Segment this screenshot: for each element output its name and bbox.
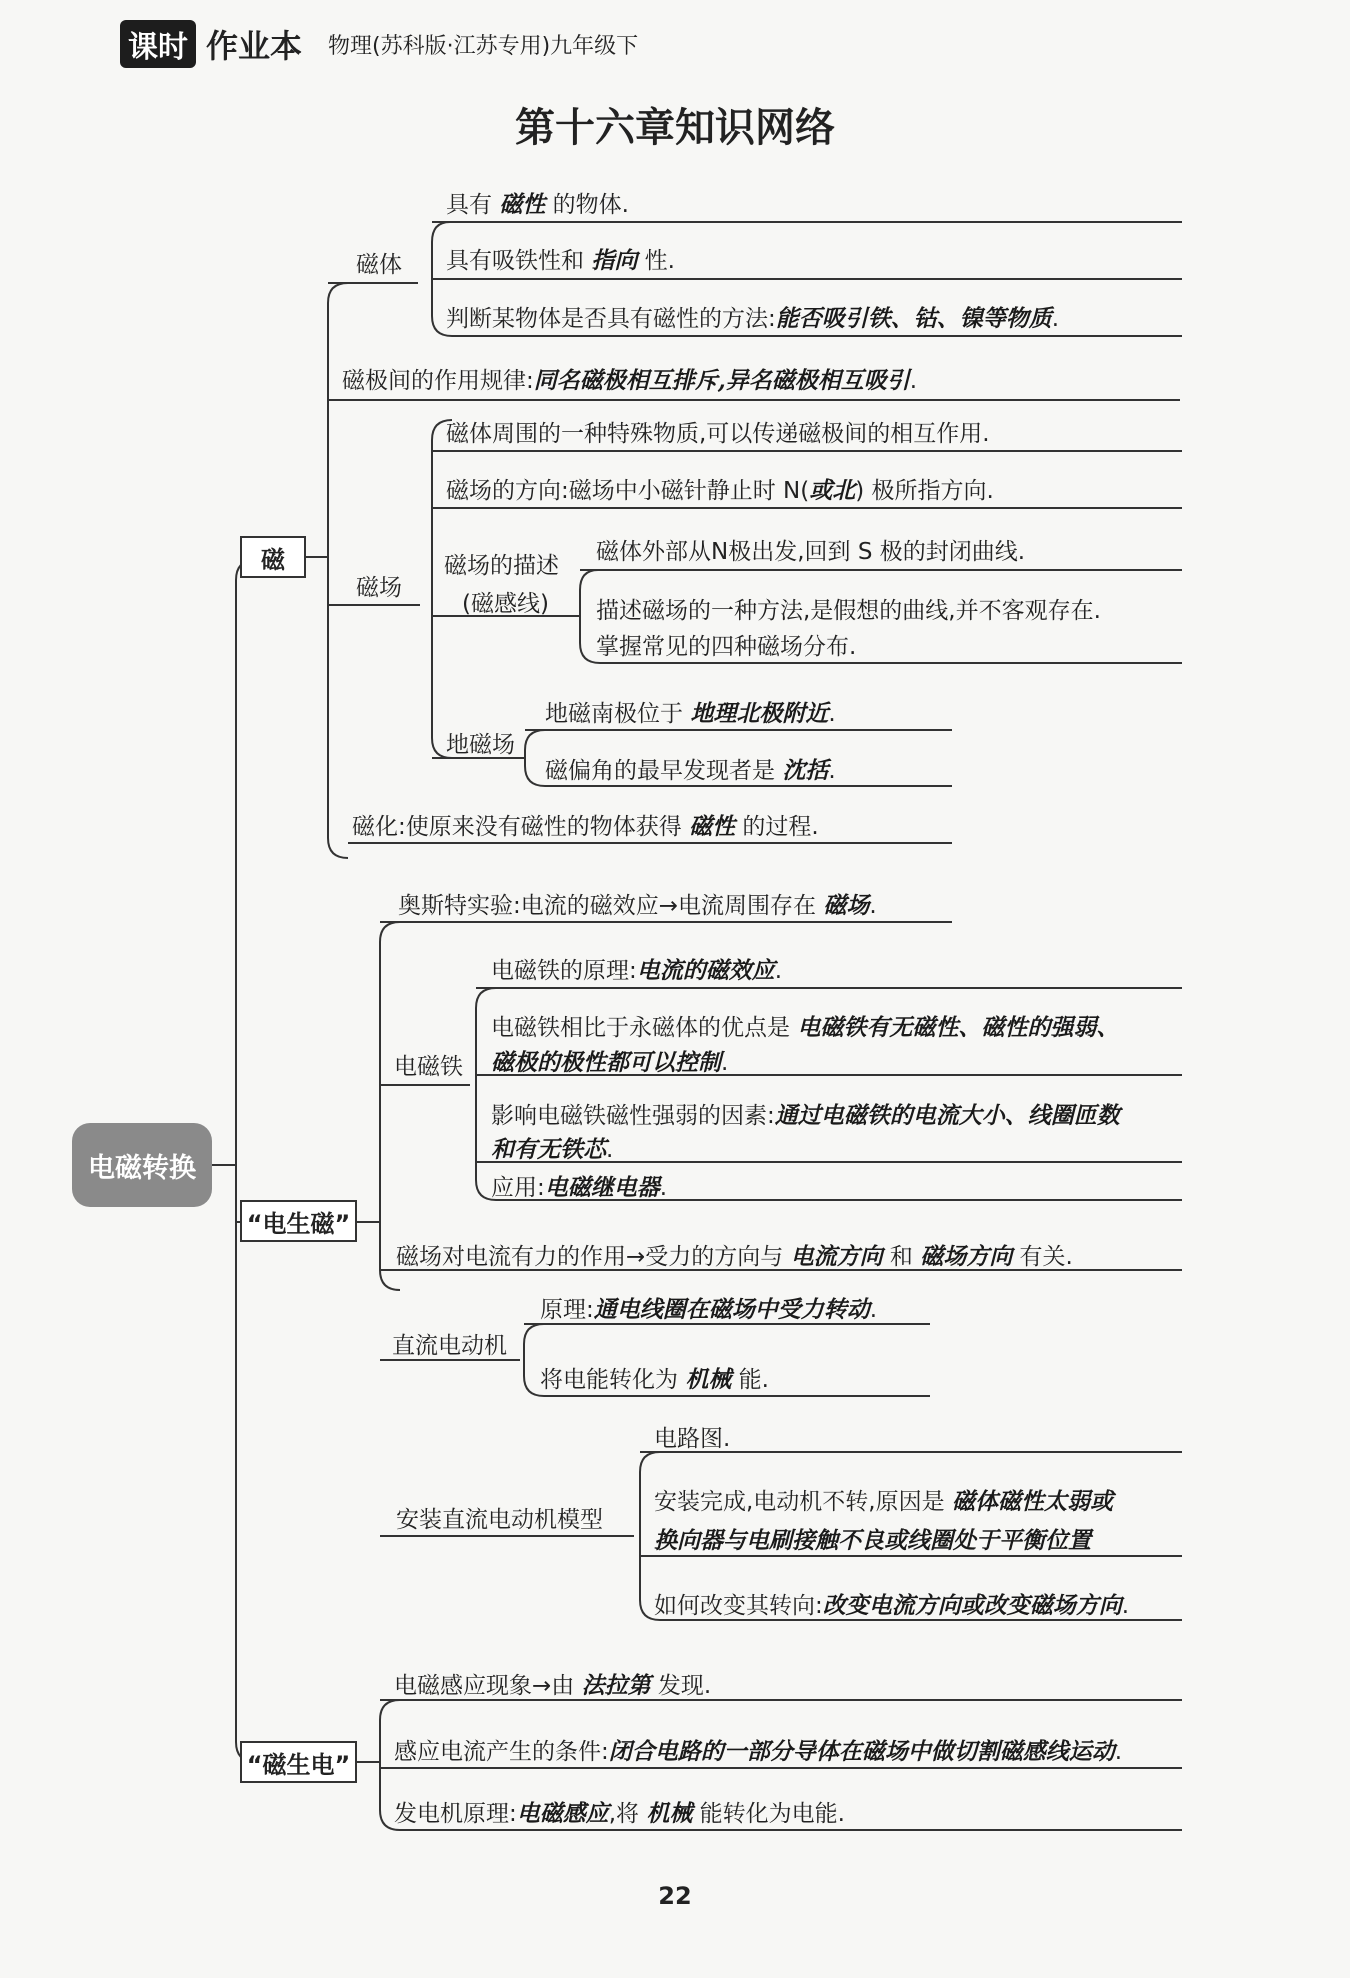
miaoshu-line-2a: 描述磁场的一种方法,是假想的曲线,并不客观存在. [596, 598, 1101, 624]
dct-line-3-cont: 和有无铁芯. [491, 1136, 614, 1163]
cichang-line-2: 磁场的方向:磁场中小磁针静止时 N(或北) 极所指方向. [446, 477, 994, 504]
citi-label: 磁体 [356, 252, 402, 278]
branch-csd-node: “磁生电” [240, 1741, 357, 1783]
page-number: 22 [658, 1882, 692, 1910]
dct-line-2-cont: 磁极的极性都可以控制. [491, 1049, 729, 1076]
dct-line-3: 影响电磁铁磁性强弱的因素:通过电磁铁的电流大小、线圈匝数 [491, 1102, 1120, 1129]
dicichang-bracket [525, 730, 545, 786]
miaoshu-line-1: 磁体外部从N极出发,回到 S 极的封闭曲线. [596, 539, 1026, 565]
csd-line-3: 发电机原理:电磁感应,将 机械 能转化为电能. [394, 1800, 845, 1827]
cichang-line-1: 磁体周围的一种特殊物质,可以传递磁极间的相互作用. [446, 421, 990, 447]
model-line-1: 电路图. [654, 1426, 731, 1452]
dct-line-1: 电磁铁的原理:电流的磁效应. [491, 957, 783, 984]
citi-line-1: 具有 磁性 的物体. [446, 191, 629, 218]
dct-label: 电磁铁 [394, 1054, 463, 1080]
citi-line-3: 判断某物体是否具有磁性的方法:能否吸引铁、钴、镍等物质. [446, 305, 1060, 332]
miaoshu-label: 磁场的描述 [444, 553, 559, 579]
dicichang-line-1: 地磁南极位于 地理北极附近. [545, 700, 836, 727]
main-trunk [236, 560, 256, 1762]
branch-dsc-node: “电生磁” [240, 1200, 357, 1242]
series-logo: 课时 [120, 20, 196, 68]
citi-line-2: 具有吸铁性和 指向 性. [446, 247, 675, 274]
csd-line-1: 电磁感应现象→由 法拉第 发现. [394, 1672, 712, 1699]
page-header [120, 22, 638, 66]
motor-line-2: 将电能转化为 机械 能. [540, 1366, 769, 1393]
csd-line-2: 感应电流产生的条件:闭合电路的一部分导体在磁场中做切割磁感线运动. [394, 1738, 1123, 1765]
dicichang-label: 地磁场 [446, 732, 515, 758]
series-brand: 作业本 [206, 27, 303, 65]
ciji-rule: 磁极间的作用规律:同名磁极相互排斥,异名磁极相互吸引. [342, 367, 918, 394]
model-line-3: 如何改变其转向:改变电流方向或改变磁场方向. [654, 1592, 1130, 1619]
model-line-2: 安装完成,电动机不转,原因是 磁体磁性太弱或 [654, 1488, 1113, 1515]
cihua-line: 磁化:使原来没有磁性的物体获得 磁性 的过程. [352, 813, 819, 840]
miaoshu-line-2b: 掌握常见的四种磁场分布. [596, 634, 857, 660]
motor-line-1: 原理:通电线圈在磁场中受力转动. [540, 1296, 878, 1323]
dicichang-line-2: 磁偏角的最早发现者是 沈括. [545, 757, 836, 784]
root-node: 电磁转换 [72, 1123, 212, 1207]
page-title: 第十六章知识网络 [515, 104, 835, 151]
oersted-line: 奥斯特实验:电流的磁效应→电流周围存在 磁场. [398, 892, 877, 919]
model-label: 安装直流电动机模型 [396, 1507, 603, 1533]
motor-label: 直流电动机 [392, 1333, 507, 1359]
force-line: 磁场对电流有力的作用→受力的方向与 电流方向 和 磁场方向 有关. [396, 1243, 1073, 1270]
subject-info: 物理(苏科版·江苏专用)九年级下 [328, 33, 639, 59]
dsc-trunk [380, 922, 400, 1290]
dct-line-2: 电磁铁相比于永磁体的优点是 电磁铁有无磁性、磁性的强弱、 [491, 1014, 1120, 1041]
branch-ci-node: 磁 [240, 536, 306, 578]
dct-line-4: 应用:电磁继电器. [491, 1174, 668, 1201]
miaoshu-sublabel: (磁感线) [462, 591, 549, 617]
cichang-bracket [432, 420, 452, 758]
model-line-2-cont: 换向器与电刷接触不良或线圈处于平衡位置 [654, 1527, 1091, 1554]
cichang-label: 磁场 [356, 575, 402, 601]
